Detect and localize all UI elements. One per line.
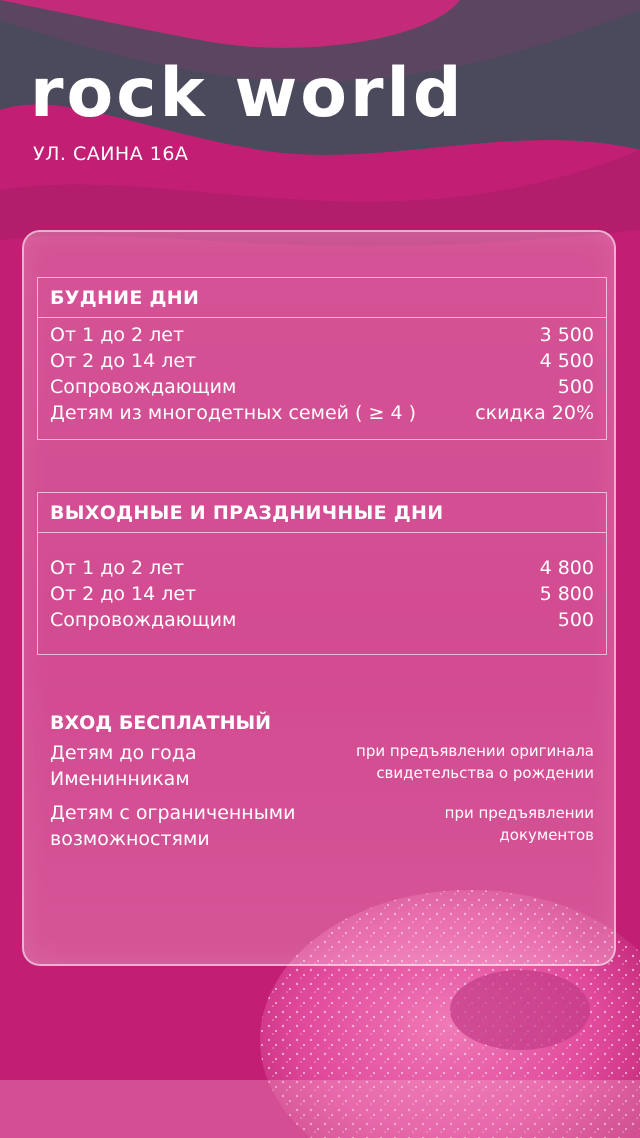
free-entry-title: ВХОД БЕСПЛАТНЫЙ xyxy=(50,712,272,734)
free-entry-section xyxy=(50,710,594,852)
row-price: 500 xyxy=(557,609,594,631)
free-entry-label: Детям с ограниченными xyxy=(50,802,296,824)
table-row xyxy=(50,348,594,374)
brand-title: rock world xyxy=(30,54,465,133)
free-entry-note: при предъявлении оригинала xyxy=(356,742,594,760)
row-label: Сопровождающим xyxy=(50,609,237,631)
free-entry-note: свидетельства о рождении xyxy=(376,764,594,782)
row-label: От 1 до 2 лет xyxy=(50,557,185,579)
row-price: 5 800 xyxy=(539,583,594,605)
row-label: От 1 до 2 лет xyxy=(50,324,185,346)
free-entry-label: Детям до года xyxy=(50,742,197,764)
row-price: 4 800 xyxy=(539,557,594,579)
table-row xyxy=(50,581,594,607)
address: УЛ. САИНА 16А xyxy=(33,143,189,165)
weekends-section xyxy=(37,492,607,655)
row-price: 3 500 xyxy=(539,324,594,346)
row-price: 4 500 xyxy=(539,350,594,372)
free-entry-label: возможностями xyxy=(50,828,210,850)
free-entry-note: при предъявлении xyxy=(444,804,594,822)
row-label: Сопровождающим xyxy=(50,376,237,398)
table-row xyxy=(50,607,594,633)
free-entry-note: документов xyxy=(499,826,594,844)
row-label: От 2 до 14 лет xyxy=(50,583,197,605)
free-entry-label: Именинникам xyxy=(50,768,190,790)
free-entry-group xyxy=(50,740,594,792)
table-row xyxy=(50,374,594,400)
row-label: От 2 до 14 лет xyxy=(50,350,197,372)
free-entry-group xyxy=(50,800,594,852)
weekdays-title: БУДНИЕ ДНИ xyxy=(38,278,606,318)
table-row xyxy=(50,400,594,426)
weekdays-section xyxy=(37,277,607,440)
row-price: скидка 20% xyxy=(475,402,594,424)
table-row xyxy=(50,555,594,581)
price-card xyxy=(22,230,616,966)
weekends-title: ВЫХОДНЫЕ И ПРАЗДНИЧНЫЕ ДНИ xyxy=(38,493,606,533)
row-label: Детям из многодетных семей ( ≥ 4 ) xyxy=(50,402,416,424)
table-row xyxy=(50,322,594,348)
row-price: 500 xyxy=(557,376,594,398)
